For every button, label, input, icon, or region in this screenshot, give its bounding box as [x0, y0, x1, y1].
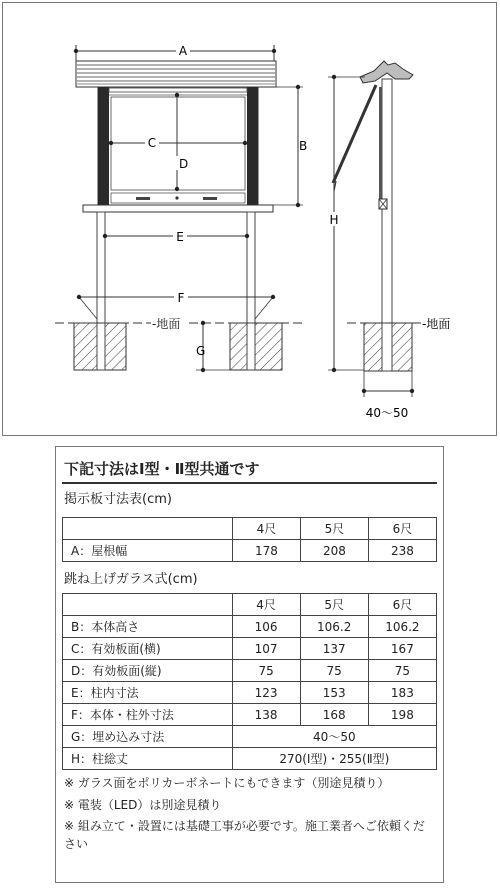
table-row	[63, 638, 437, 660]
table-row	[63, 704, 437, 726]
note-installation: ※ 組み立て・設置には基礎工事が必要です。施工業者へご依頼ください	[64, 819, 425, 851]
label-d: D	[179, 157, 189, 171]
spec-title: 下記寸法はⅠ型・Ⅱ型共通です	[64, 460, 260, 478]
table-cell: 270(Ⅰ型)・255(Ⅱ型)	[232, 748, 436, 770]
board-dimension-table	[62, 517, 437, 562]
row-label: G：埋め込み寸法	[63, 726, 233, 748]
table-cell: 208	[300, 540, 368, 562]
table-cell: 137	[300, 638, 368, 660]
table-row	[63, 748, 437, 770]
table-cell: 40～50	[232, 726, 436, 748]
table2-caption: 跳ね上げガラス式(cm)	[64, 572, 198, 587]
table-cell: 238	[368, 540, 436, 562]
ground-label-side: -地面	[422, 317, 451, 331]
table-cell: 106.2	[368, 616, 436, 638]
table-cell: 106.2	[300, 616, 368, 638]
row-label: H：柱総丈	[63, 748, 233, 770]
dim-f	[77, 290, 275, 319]
table-cell: 167	[368, 638, 436, 660]
table-cell: 198	[368, 704, 436, 726]
table-header-row	[63, 518, 437, 540]
side-view	[326, 61, 450, 420]
label-g: G	[196, 344, 206, 358]
note-polycarbonate: ※ ガラス面をポリカーボネートにもできます（別途見積り）	[64, 776, 390, 790]
table-cell: 183	[368, 682, 436, 704]
table-cell: 138	[232, 704, 300, 726]
spec-panel	[55, 446, 444, 883]
table-cell: 75	[368, 660, 436, 682]
shelf	[83, 205, 273, 212]
table-row	[63, 660, 437, 682]
table-cell: 153	[300, 682, 368, 704]
dim-g	[196, 321, 230, 372]
dim-a	[74, 43, 276, 61]
table1-caption: 掲示板寸法表(cm)	[64, 492, 172, 507]
table-cell: 123	[232, 682, 300, 704]
row-label: E：柱内寸法	[63, 682, 233, 704]
table-row	[63, 540, 437, 562]
row-label	[63, 518, 233, 540]
table-cell: 178	[232, 540, 300, 562]
table-cell: 106	[232, 616, 300, 638]
table-cell: 4尺	[232, 594, 300, 616]
label-f: F	[177, 291, 185, 305]
label-b: B	[299, 139, 308, 153]
glass-type-dimension-table	[62, 593, 437, 770]
table-cell: 75	[232, 660, 300, 682]
table-row	[63, 726, 437, 748]
row-label: B：本体高さ	[63, 616, 233, 638]
table-header-row	[63, 594, 437, 616]
roof	[76, 61, 276, 87]
dim-b	[258, 85, 307, 207]
row-label: C：有効板面(横)	[63, 638, 233, 660]
label-h: H	[329, 213, 339, 227]
table-row	[63, 682, 437, 704]
label-footing: 40～50	[365, 406, 409, 420]
diagram-panel	[2, 2, 497, 436]
dim-footing	[362, 371, 414, 420]
table-cell: 75	[300, 660, 368, 682]
dim-h	[326, 75, 365, 372]
dim-e	[103, 229, 249, 244]
ground-label-front: -地面	[152, 317, 181, 331]
table-cell: 6尺	[368, 594, 436, 616]
row-label: D：有効板面(縦)	[63, 660, 233, 682]
table-cell: 6尺	[368, 518, 436, 540]
label-e: E	[176, 230, 184, 244]
table-row	[63, 616, 437, 638]
table-cell: 107	[232, 638, 300, 660]
row-label: A：屋根幅	[63, 540, 233, 562]
label-a: A	[178, 44, 188, 58]
glass-prop	[333, 85, 376, 183]
table-cell: 5尺	[300, 518, 368, 540]
row-label	[63, 594, 233, 616]
dimension-diagram	[3, 3, 496, 435]
front-view	[55, 43, 307, 372]
title-divider	[62, 482, 437, 484]
table-cell: 5尺	[300, 594, 368, 616]
row-label: F：本体・柱外寸法	[63, 704, 233, 726]
label-c: C	[147, 136, 157, 150]
note-led: ※ 電装（LED）は別途見積り	[64, 798, 222, 812]
right-footing	[230, 323, 282, 370]
table-cell: 168	[300, 704, 368, 726]
table-cell: 4尺	[232, 518, 300, 540]
